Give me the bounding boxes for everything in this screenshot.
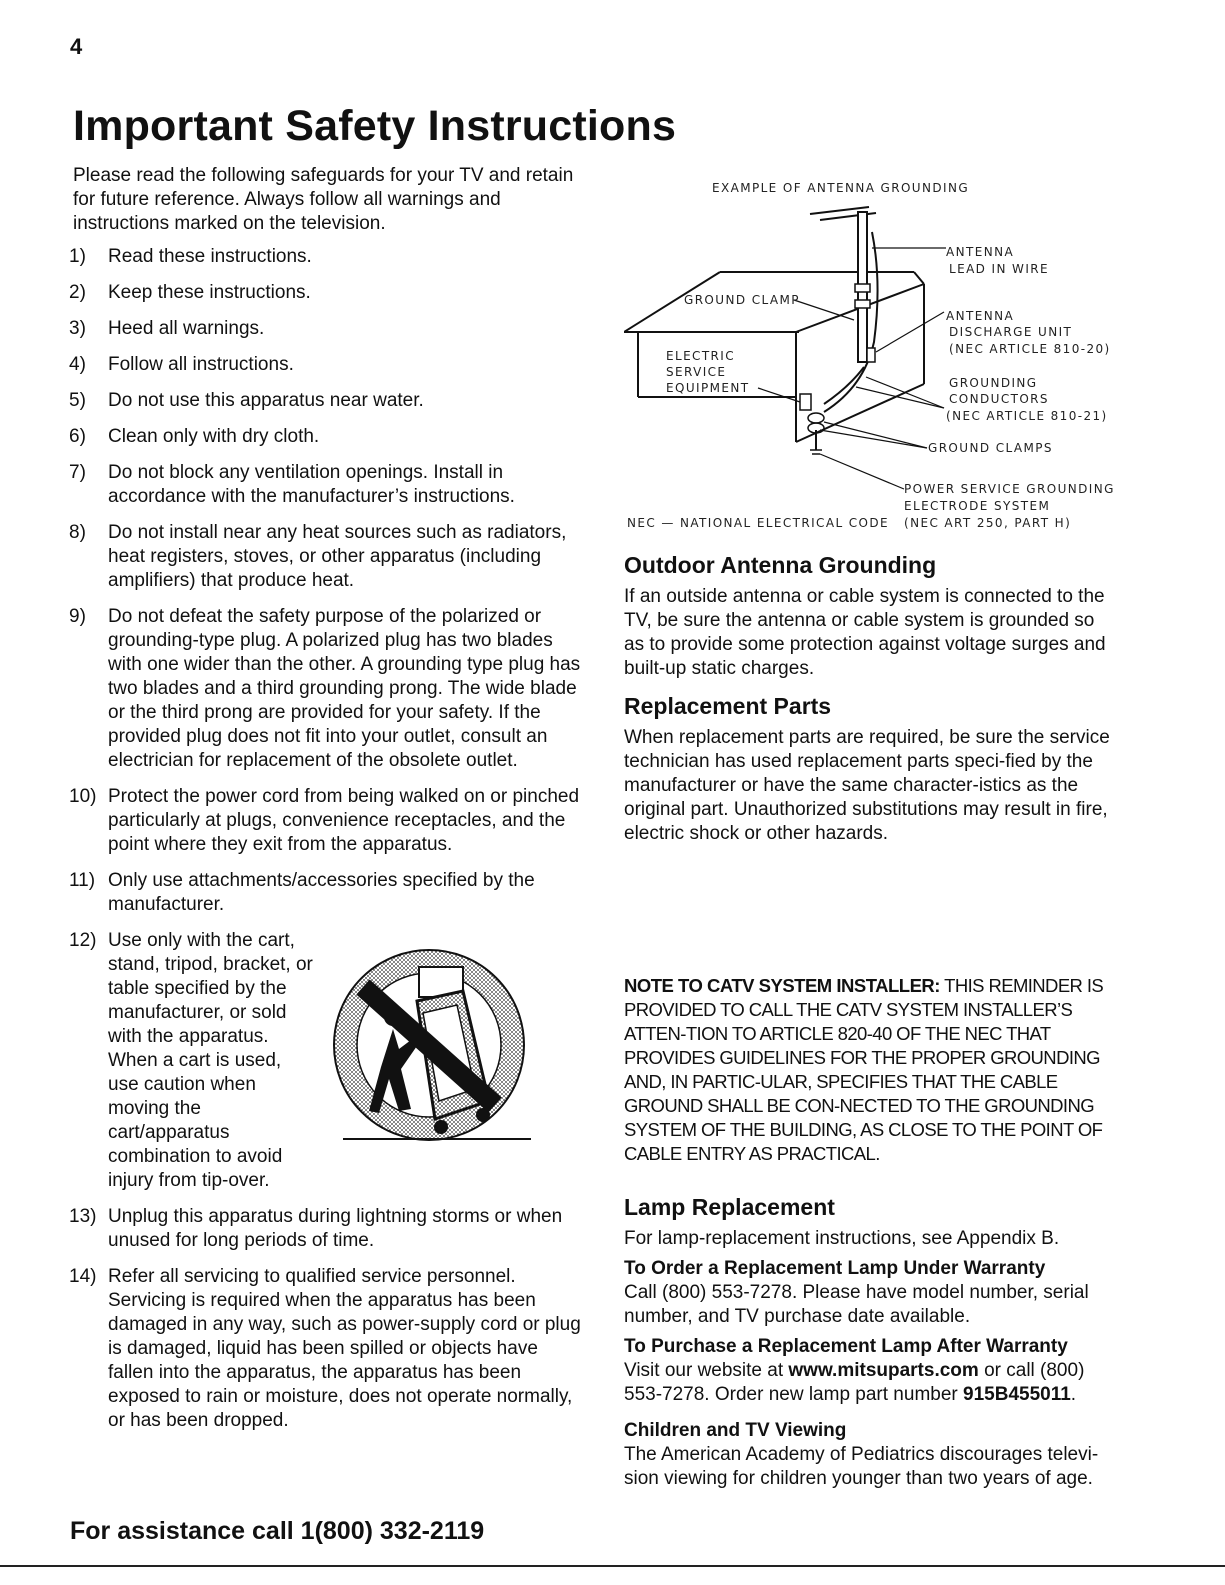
after-warranty-text: Visit our website at [624, 1360, 784, 1381]
label-electric-service: SERVICE [666, 365, 727, 379]
left-column [69, 164, 583, 1445]
part-number: 915B455011 [963, 1384, 1071, 1405]
item-text: Keep these instructions. [108, 282, 311, 303]
antenna-grounding-diagram [624, 172, 1119, 542]
label-power-service: ELECTRODE SYSTEM [904, 499, 1051, 513]
label-electric-service: EQUIPMENT [666, 381, 750, 395]
right-column [624, 172, 1119, 1491]
label-discharge-unit: DISCHARGE UNIT [949, 325, 1073, 339]
leader-line [758, 388, 800, 402]
text-after-warranty [624, 1359, 1119, 1407]
item-text: Do not block any ventilation openings. Install in accordance with the manufacturer’s instructions. [108, 462, 515, 507]
item-number: 7) [69, 462, 86, 483]
catv-note-text: THIS REMINDER IS PROVIDED TO CALL THE CATV SYSTEM INSTALLER’S ATTEN-TION TO ARTICLE 820-40 OF THE NEC THAT PROVIDES GUIDELINES FOR THE PROPER GROUNDING AND, IN PARTIC-ULAR, SPECIFIES THAT THE CABLE GROUND SHALL BE CON-NECTED TO THE GROUNDING SYSTEM OF THE BUILDING, AS CLOSE TO THE POINT OF CABLE ENTRY AS PRACTICAL. [624, 975, 1104, 1164]
label-discharge-unit: ANTENNA [946, 309, 1015, 323]
subheading-children: Children and TV Viewing [624, 1420, 847, 1441]
list-item [69, 1265, 583, 1433]
footer-rule [0, 1565, 1225, 1567]
ground-clamp [855, 284, 870, 292]
list-item [69, 317, 583, 341]
label-power-service: (NEC ART 250, PART H) [904, 516, 1072, 530]
item-number: 11) [69, 870, 96, 891]
item-number: 5) [69, 390, 86, 411]
discharge-unit [867, 348, 875, 362]
intro-paragraph: Please read the following safeguards for your TV and retain for future reference. Always follow all warnings and instructions marked on the television. [73, 165, 574, 234]
item-text: Protect the power cord from being walked on or pinched particularly at plugs, convenience receptacles, and the point where they exit from the apparatus. [108, 786, 580, 855]
list-item [69, 929, 583, 1193]
item-number: 9) [69, 606, 86, 627]
leader-line [794, 300, 854, 320]
item-text: Do not use this apparatus near water. [108, 390, 424, 411]
label-grounding-conductors: (NEC ARTICLE 810-21) [946, 409, 1108, 423]
catv-note [624, 974, 1119, 1166]
label-grounding-conductors: CONDUCTORS [949, 392, 1049, 406]
list-item [69, 605, 583, 773]
assistance-footer: For assistance call 1(800) 332-2119 [70, 1517, 485, 1545]
catv-note-label: NOTE TO CATV SYSTEM INSTALLER: [624, 975, 940, 996]
item-text: Heed all warnings. [108, 318, 265, 339]
label-nec: NEC — NATIONAL ELECTRICAL CODE [627, 516, 889, 530]
diagram-title: EXAMPLE OF ANTENNA GROUNDING [712, 181, 970, 195]
item-number: 4) [69, 354, 86, 375]
label-antenna-lead: LEAD IN WIRE [949, 262, 1049, 276]
list-item [69, 785, 583, 857]
list-item [69, 245, 583, 269]
label-antenna-lead: ANTENNA [946, 245, 1015, 259]
item-number: 3) [69, 318, 86, 339]
text-children: The American Academy of Pediatrics discourages televi-sion viewing for children younger than two years of age. [624, 1444, 1099, 1489]
leader-line [824, 422, 927, 448]
item-text: Only use attachments/accessories specified by the manufacturer. [108, 870, 535, 915]
service-box [800, 394, 811, 410]
leader-line [876, 312, 944, 352]
label-ground-clamps: GROUND CLAMPS [928, 441, 1053, 455]
section-text-lamp: For lamp-replacement instructions, see Appendix B. [624, 1228, 1060, 1249]
item-number: 14) [69, 1266, 97, 1287]
item-number: 13) [69, 1206, 97, 1227]
item-text: Follow all instructions. [108, 354, 294, 375]
label-discharge-unit: (NEC ARTICLE 810-20) [949, 342, 1111, 356]
item-number: 8) [69, 522, 86, 543]
list-item [69, 389, 583, 413]
list-item [69, 281, 583, 305]
item-text: Use only with the cart, stand, tripod, bracket, or table specified by the manufacturer, or sold with the apparatus. When a cart is used, use caution when moving the cart/apparatus combination to avoid injury from tip-over. [108, 930, 313, 1191]
lead-in-wire [824, 232, 878, 412]
grounding-conductor [824, 367, 864, 404]
section-text-outdoor: If an outside antenna or cable system is connected to the TV, be sure the antenna or cable system is grounded so as to provide some protection against voltage surges and built-up static charges. [624, 586, 1106, 679]
section-heading-lamp: Lamp Replacement [624, 1194, 835, 1220]
roof-right-edge [914, 272, 924, 284]
subheading-after-warranty: To Purchase a Replacement Lamp After Warranty [624, 1336, 1068, 1357]
text-under-warranty: Call (800) 553-7278. Please have model number, serial number, and TV purchase date available. [624, 1282, 1089, 1327]
page-number: 4 [70, 34, 83, 59]
leader-line [820, 454, 904, 489]
ground-clamp [855, 300, 870, 308]
list-item [69, 1205, 583, 1253]
website-link[interactable]: www.mitsuparts.com [788, 1360, 979, 1381]
list-item [69, 461, 583, 509]
section-heading-outdoor: Outdoor Antenna Grounding [624, 552, 937, 578]
item-number: 10) [69, 786, 97, 807]
item-text: Unplug this apparatus during lightning storms or when unused for long periods of time. [108, 1206, 563, 1251]
ground-clamp [808, 413, 824, 423]
item-number: 1) [69, 246, 86, 267]
item-number: 12) [69, 930, 97, 951]
label-electric-service: ELECTRIC [666, 349, 736, 363]
item-text: Read these instructions. [108, 246, 312, 267]
label-ground-clamp: GROUND CLAMP [684, 293, 800, 307]
leader-line [820, 430, 927, 448]
instruction-list [69, 245, 583, 1433]
page-title: Important Safety Instructions [73, 102, 677, 150]
after-warranty-period: . [1070, 1384, 1077, 1405]
after-warranty-text: or call (800) 553-7278. Order new lamp part number [624, 1360, 1085, 1405]
item-text: Do not defeat the safety purpose of the polarized or grounding-type plug. A polarized plug has two blades with one wider than the other. A grounding type plug has two blades and a third grounding prong. The wide blade or the third prong are provided for your safety. If the provided plug does not fit into your outlet, consult an electrician for replacement of the obsolete outlet. [108, 606, 581, 771]
list-item [69, 869, 583, 917]
list-item [69, 521, 583, 593]
label-grounding-conductors: GROUNDING [949, 376, 1038, 390]
item-text: Do not install near any heat sources such as radiators, heat registers, stoves, or other apparatus (including amplifiers) that produce heat. [108, 522, 567, 591]
item-text: Refer all servicing to qualified service personnel. Servicing is required when the apparatus has been damaged in any way, such as power-supply cord or plug is damaged, liquid has been spilled or objects have fallen into the apparatus, the apparatus has been exposed to rain or moisture, does not operate normally, or has been dropped. [108, 1266, 581, 1431]
section-text-replacement: When replacement parts are required, be sure the service technician has used replacement parts speci-fied by the manufacturer or have the same character-istics as the original part. Unauthorized substitutions may result in fire, electric shock or other hazards. [624, 727, 1110, 844]
label-power-service: POWER SERVICE GROUNDING [904, 482, 1115, 496]
item-number: 2) [69, 282, 86, 303]
list-item [69, 425, 583, 449]
cart-warning-icon [323, 943, 533, 1161]
item-number: 6) [69, 426, 86, 447]
item-text: Clean only with dry cloth. [108, 426, 320, 447]
section-heading-replacement: Replacement Parts [624, 693, 832, 719]
list-item [69, 353, 583, 377]
subheading-under-warranty: To Order a Replacement Lamp Under Warranty [624, 1258, 1046, 1279]
